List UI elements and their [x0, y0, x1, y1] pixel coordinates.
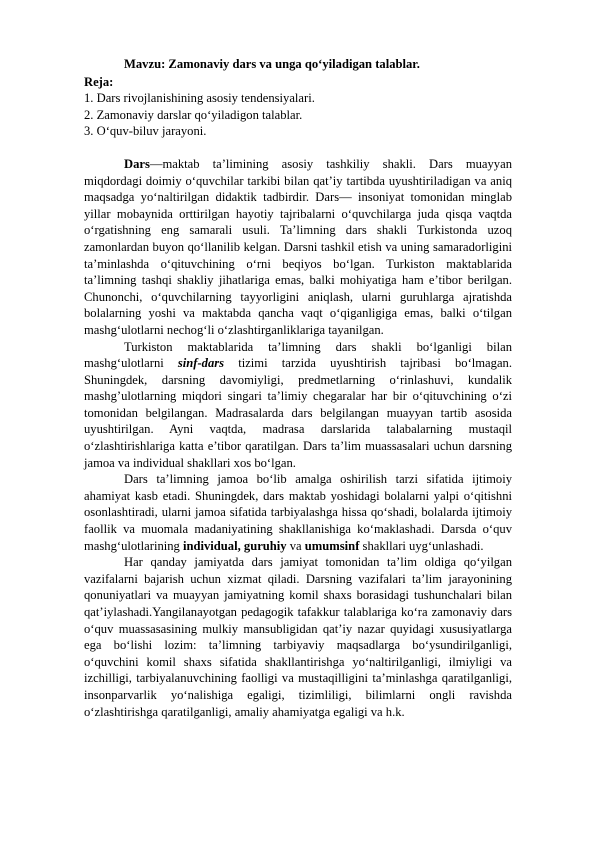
spacer: [84, 140, 512, 156]
paragraph-4: Har qanday jamiyatda dars jamiyat tomonidan ta’lim oldiga qo‘yilgan vazifalarni bajarish uchun xizmat qiladi. Darsning vazifalari ta’lim jarayonining qonuniyatlari va muayyan jamiyatning komil shaxs borasidagi tushunchalari bilan qat’iylashadi.Yangilanayotgan pedagogik tafakkur talablariga ko‘ra zamonaviy dars o‘quv muassasasining mulkiy mansubligidan qat’iy nazar quyidagi xususiyatlarga ega bo‘lishi lozim: ta’limning tarbiyaviy maqsadlarga bo‘ysundirilganligi, o‘quvchini komil shaxs sifatida shakllantirishga yo‘naltirilganligi, ilmiyligi va izchilligi, tarbiyalanuvchining faolligi va mustaqilligini ta’minlashga qaratilganligi, insonparvarlik yo‘nalishiga egaligi, tizimliligi, bilimlarni ongli ravishda o‘zlashtirishga qaratilganligi, amaliy ahamiyatga egaligi va h.k.: [84, 555, 512, 719]
paragraph-3: [84, 471, 512, 554]
plan-item-3: 3. O‘quv-biluv jarayoni.: [84, 124, 207, 139]
paragraph-2-text-a: Turkiston maktablarida ta’limning dars shakli bo‘lganligi bilan mashg‘ulotlarni: [84, 339, 512, 371]
plan-item-2: 2. Zamonaviy darslar qo‘yiladigon talablar.: [84, 107, 303, 122]
document-title: Mavzu: Zamonaviy dars va unga qo‘yiladigan talablar.: [124, 57, 420, 71]
paragraph-2-text-b: tizimi tarzida uyushtirish tajribasi bo‘lmagan. Shuningdek, darsning davomiyligi, predmetlarning o‘rinlashuvi, kundalik mashg’ulotlarning miqdori singari ta’limiy chegaralar har bir o‘qituvchining o‘zi tomonidan belgilangan. Madrasalarda dars belgilangan muayyan tartib asosida uyushtirilgan. Ayni vaqtda, madrasa darslarida talabalarning mustaqil o‘zlashtirishlariga katta e’tibor qaratilgan. Dars ta’lim muassasalari uchun darsning jamoa va individual shakllari xos bo‘lgan.: [84, 356, 512, 470]
term-sinf-dars: sinf-dars: [177, 356, 225, 371]
paragraph-3-text-a: Dars ta’limning jamoa bo‘lib amalga oshirilish tarzi sifatida ijtimoiy ahamiyat kasb etadi. Shuningdek, dars maktab yoshidagi bolalarni yalpi o‘qitishni osonlashtiradi, ularni jamoa sifatida tarbiyalashga hissa qo‘shadi, bolalarda ijtimoiy faollik va muomala madaniyatining shakllanishiga ko‘maklashadi. Darsda o‘quv mashg‘ulotlarining: [84, 472, 512, 553]
term-individual-guruhiy: individual, guruhiy: [183, 538, 287, 553]
term-umumsinf: umumsinf: [304, 538, 360, 553]
paragraph-2: [84, 339, 512, 472]
paragraph-1-text: —maktab ta’limining asosiy tashkiliy shakli. Dars muayyan miqdordagi doimiy o‘quvchilar tarkibi bilan qat’iy tartibda uyushtiriladigan va aniq maqsadga yo‘naltirilgan didaktik tadbirdir. Dars— insoniyat tomonidan minglab yillar mobaynida orttirilgan hayotiy tajribalarni o‘quvchilarga juda qisqa vaqtda o‘rgatishning eng samarali usuli. Ta’limning dars shakli Turkistonda uzoq zamonlardan buyon qo‘llanilib kelgan. Darsni tashkil etish va uning samaradorligini ta’minlashda o‘qituvchining o‘rni beqiyos bo‘lgan. Turkiston maktablarida ta’limning tashqi shakliy jihatlariga emas, balki mohiyatiga ham e’tibor berilgan. Chunonchi, o‘quvchilarning tayyorligini aniqlash, ularni guruhlarga ajratishda bolalarning yoshi va maktabda qancha vaqt o‘qiganligiga emas, balki o‘tilgan mashg‘ulotlarni nechog‘li o‘zlashtirganliklariga tayanilgan.: [84, 156, 512, 337]
paragraph-3-text-b: shakllari uyg‘unlashadi.: [359, 538, 484, 553]
document-page: [84, 56, 512, 720]
paragraph-1: [84, 156, 512, 339]
term-dars: Dars: [124, 156, 150, 171]
plan-item-1: 1. Dars rivojlanishining asosiy tendensiyalari.: [84, 91, 315, 106]
plan-label: Reja:: [84, 74, 114, 89]
paragraph-3-text-mid: va: [286, 538, 305, 553]
